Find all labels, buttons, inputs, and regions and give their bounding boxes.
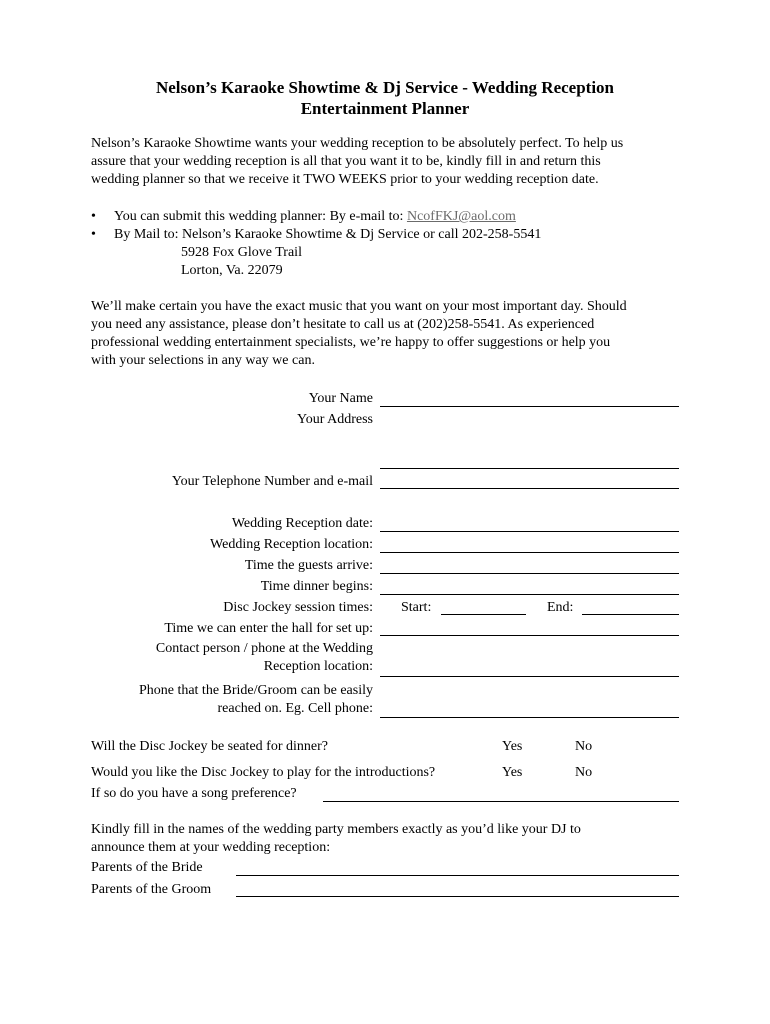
parents-bride-field[interactable]	[236, 875, 679, 876]
dj-introductions-no-option[interactable]: No	[575, 765, 593, 780]
email-prefix: You can submit this wedding planner: By e-mail to:	[114, 209, 407, 224]
guests-arrive-label: Time the guests arrive:	[244, 558, 373, 573]
setup-time-field[interactable]	[380, 635, 679, 636]
contact-person-label-line-1: Contact person / phone at the Wedding	[155, 641, 373, 656]
guests-arrive-field[interactable]	[380, 573, 679, 574]
reception-location-field[interactable]	[380, 552, 679, 553]
song-preference-field[interactable]	[323, 801, 679, 802]
bride-groom-phone-field[interactable]	[380, 717, 679, 718]
assurance-line-2: you need any assistance, please don’t hesitate to call us at (202)258-5541. As experienced	[91, 317, 595, 332]
parents-groom-label: Parents of the Groom	[91, 882, 212, 897]
reception-location-label: Wedding Reception location:	[210, 537, 373, 552]
dj-end-field[interactable]	[582, 614, 679, 615]
parents-groom-field[interactable]	[236, 896, 679, 897]
bullet-dot: •	[91, 209, 96, 224]
bride-groom-phone-label-line-2: reached on. Eg. Cell phone:	[217, 701, 373, 716]
assurance-line-1: We’ll make certain you have the exact music that you want on your most important day. Should	[91, 299, 627, 314]
dj-seated-question: Will the Disc Jockey be seated for dinner?	[91, 739, 328, 754]
email-instruction	[114, 208, 516, 226]
intro-line-3: wedding planner so that we receive it TWO WEEKS prior to your wedding reception date.	[91, 172, 599, 187]
dj-end-label: End:	[547, 600, 574, 615]
reception-date-label: Wedding Reception date:	[231, 516, 373, 531]
address-line-1: 5928 Fox Glove Trail	[181, 245, 302, 260]
your-address-label: Your Address	[297, 412, 373, 427]
your-name-field[interactable]	[380, 406, 679, 407]
parents-bride-label: Parents of the Bride	[91, 860, 203, 875]
dinner-begins-field[interactable]	[380, 594, 679, 595]
page-title-line-2: Entertainment Planner	[300, 99, 470, 118]
dj-start-label: Start:	[401, 600, 432, 615]
telephone-email-field[interactable]	[380, 488, 679, 489]
setup-time-label: Time we can enter the hall for set up:	[164, 621, 373, 636]
dj-session-times-label: Disc Jockey session times:	[223, 600, 373, 615]
email-link[interactable]: NcofFKJ@aol.com	[406, 209, 516, 224]
dj-seated-no-option[interactable]: No	[575, 739, 593, 754]
page-title-line-1: Nelson’s Karaoke Showtime & Dj Service - Wedding Reception	[155, 78, 615, 97]
dj-start-field[interactable]	[441, 614, 526, 615]
your-address-field[interactable]	[380, 468, 679, 469]
party-instructions-line-1: Kindly fill in the names of the wedding party members exactly as you’d like your DJ to	[91, 822, 581, 837]
dj-introductions-question: Would you like the Disc Jockey to play for the introductions?	[91, 765, 436, 780]
bride-groom-phone-label-line-1: Phone that the Bride/Groom can be easily	[138, 683, 373, 698]
intro-line-1: Nelson’s Karaoke Showtime wants your wedding reception to be absolutely perfect. To help us	[91, 136, 624, 151]
bullet-dot: •	[91, 227, 96, 242]
reception-date-field[interactable]	[380, 531, 679, 532]
assurance-line-3: professional wedding entertainment specialists, we’re happy to offer suggestions or help you	[91, 335, 611, 350]
mail-instruction: By Mail to: Nelson’s Karaoke Showtime & Dj Service or call 202-258-5541	[114, 227, 542, 242]
dinner-begins-label: Time dinner begins:	[260, 579, 373, 594]
song-preference-label: If so do you have a song preference?	[91, 786, 297, 801]
assurance-line-4: with your selections in any way we can.	[91, 353, 315, 368]
telephone-email-label: Your Telephone Number and e-mail	[171, 474, 373, 489]
party-instructions-line-2: announce them at your wedding reception:	[91, 840, 331, 855]
address-line-2: Lorton, Va. 22079	[181, 263, 283, 278]
intro-line-2: assure that your wedding reception is all that you want it to be, kindly fill in and return this	[91, 154, 601, 169]
dj-seated-yes-option[interactable]: Yes	[502, 739, 523, 754]
your-name-label: Your Name	[308, 391, 373, 406]
contact-person-field[interactable]	[380, 676, 679, 677]
dj-introductions-yes-option[interactable]: Yes	[502, 765, 523, 780]
contact-person-label-line-2: Reception location:	[263, 659, 373, 674]
